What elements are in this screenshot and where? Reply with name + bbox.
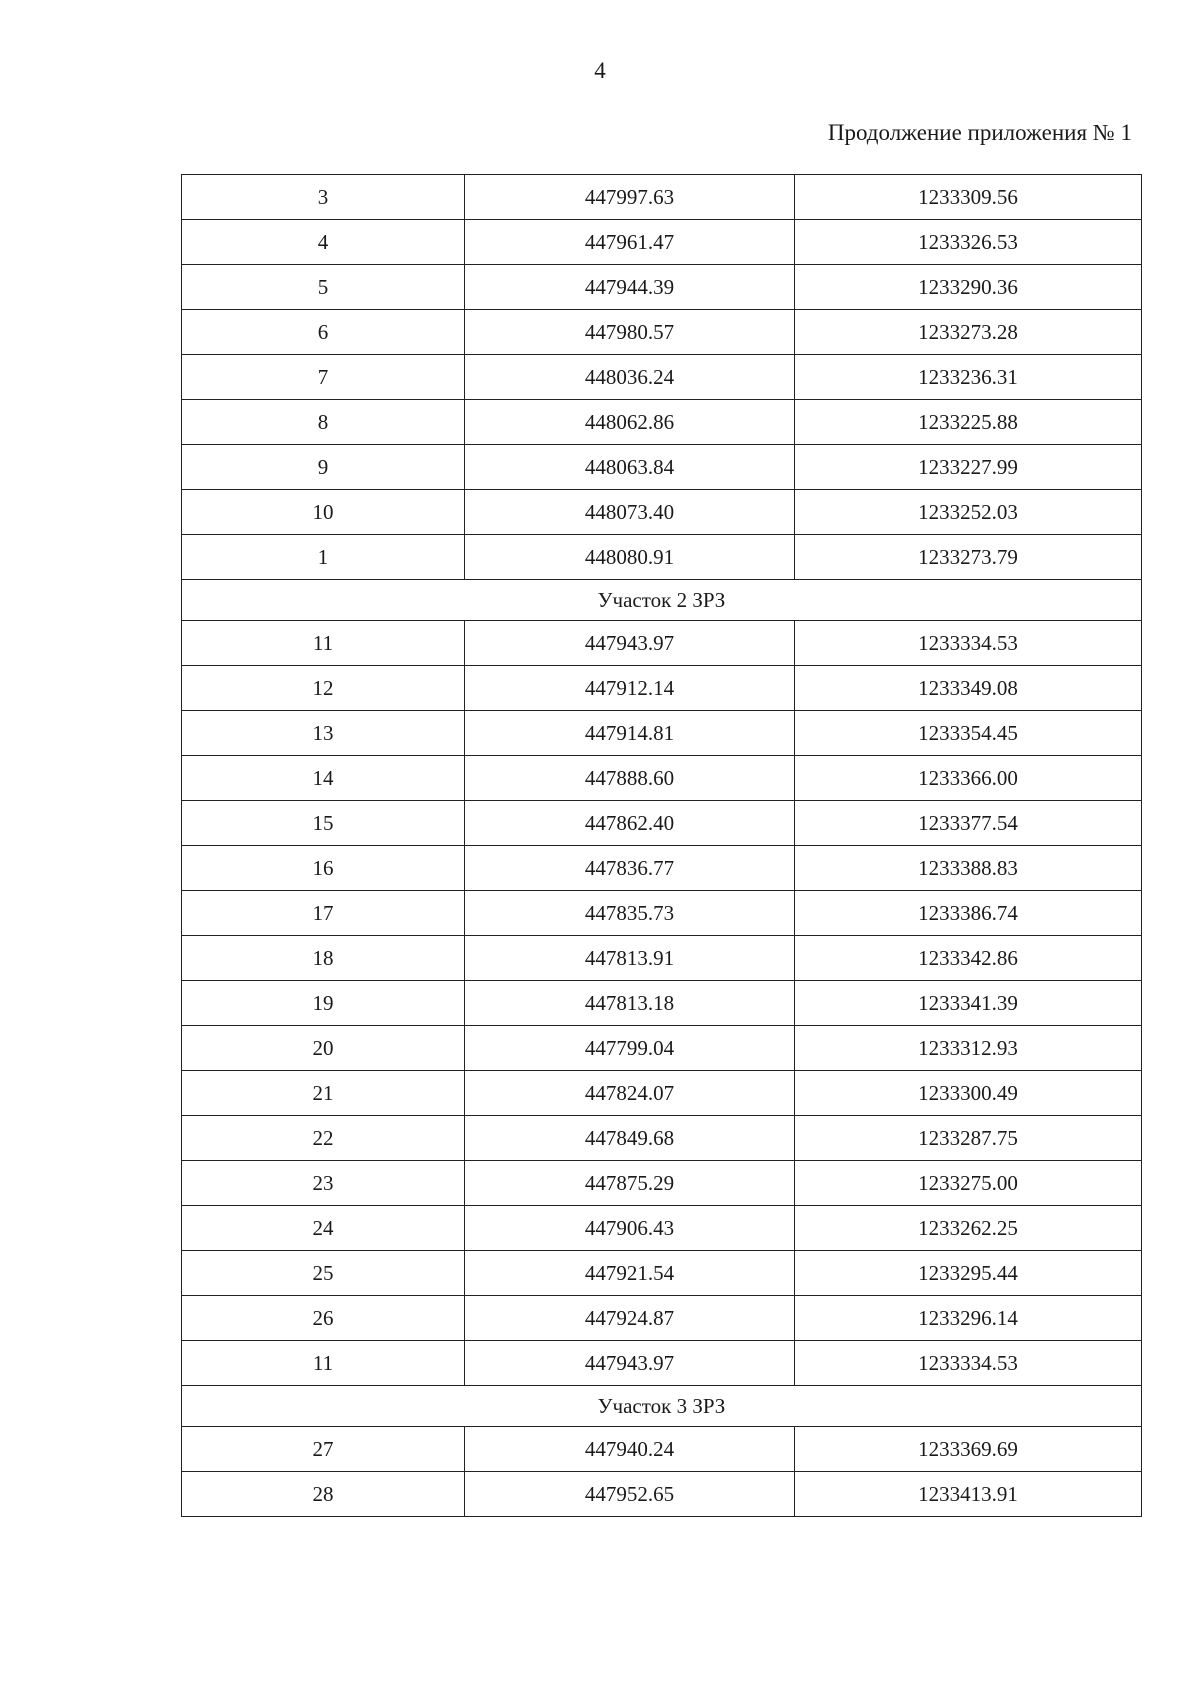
point-number-cell: 24 — [182, 1206, 465, 1251]
x-coordinate-cell: 447835.73 — [465, 891, 795, 936]
table-row — [182, 1472, 1142, 1517]
y-coordinate-cell: 1233275.00 — [795, 1161, 1142, 1206]
point-number-cell: 4 — [182, 220, 465, 265]
point-number-cell: 13 — [182, 711, 465, 756]
x-coordinate-cell: 447912.14 — [465, 666, 795, 711]
y-coordinate-cell: 1233290.36 — [795, 265, 1142, 310]
y-coordinate-cell: 1233386.74 — [795, 891, 1142, 936]
x-coordinate-cell: 447813.91 — [465, 936, 795, 981]
table-row — [182, 220, 1142, 265]
section-header-row — [182, 1386, 1142, 1427]
table-row — [182, 801, 1142, 846]
x-coordinate-cell: 448063.84 — [465, 445, 795, 490]
point-number-cell: 9 — [182, 445, 465, 490]
x-coordinate-cell: 447980.57 — [465, 310, 795, 355]
y-coordinate-cell: 1233354.45 — [795, 711, 1142, 756]
y-coordinate-cell: 1233334.53 — [795, 1341, 1142, 1386]
y-coordinate-cell: 1233252.03 — [795, 490, 1142, 535]
point-number-cell: 15 — [182, 801, 465, 846]
point-number-cell: 11 — [182, 621, 465, 666]
point-number-cell: 7 — [182, 355, 465, 400]
table-row — [182, 666, 1142, 711]
x-coordinate-cell: 447943.97 — [465, 621, 795, 666]
table-row — [182, 1161, 1142, 1206]
x-coordinate-cell: 447799.04 — [465, 1026, 795, 1071]
x-coordinate-cell: 448062.86 — [465, 400, 795, 445]
table-row — [182, 711, 1142, 756]
y-coordinate-cell: 1233287.75 — [795, 1116, 1142, 1161]
point-number-cell: 8 — [182, 400, 465, 445]
continuation-title: Продолжение приложения № 1 — [827, 120, 1132, 145]
table-row — [182, 490, 1142, 535]
table-row — [182, 355, 1142, 400]
x-coordinate-cell: 447906.43 — [465, 1206, 795, 1251]
y-coordinate-cell: 1233341.39 — [795, 981, 1142, 1026]
y-coordinate-cell: 1233326.53 — [795, 220, 1142, 265]
table-row — [182, 535, 1142, 580]
table-row — [182, 621, 1142, 666]
point-number-cell: 22 — [182, 1116, 465, 1161]
y-coordinate-cell: 1233273.79 — [795, 535, 1142, 580]
section-label: Участок 3 ЗРЗ — [182, 1386, 1142, 1427]
x-coordinate-cell: 447849.68 — [465, 1116, 795, 1161]
point-number-cell: 17 — [182, 891, 465, 936]
point-number-cell: 16 — [182, 846, 465, 891]
y-coordinate-cell: 1233413.91 — [795, 1472, 1142, 1517]
point-number-cell: 5 — [182, 265, 465, 310]
x-coordinate-cell: 448036.24 — [465, 355, 795, 400]
page-number: 4 — [594, 58, 606, 83]
table-row — [182, 846, 1142, 891]
x-coordinate-cell: 447875.29 — [465, 1161, 795, 1206]
x-coordinate-cell: 447943.97 — [465, 1341, 795, 1386]
point-number-cell: 6 — [182, 310, 465, 355]
table-row — [182, 445, 1142, 490]
x-coordinate-cell: 447813.18 — [465, 981, 795, 1026]
y-coordinate-cell: 1233369.69 — [795, 1427, 1142, 1472]
coordinates-table-body — [182, 175, 1142, 1517]
x-coordinate-cell: 447924.87 — [465, 1296, 795, 1341]
x-coordinate-cell: 447997.63 — [465, 175, 795, 220]
point-number-cell: 23 — [182, 1161, 465, 1206]
table-row — [182, 1071, 1142, 1116]
y-coordinate-cell: 1233300.49 — [795, 1071, 1142, 1116]
point-number-cell: 3 — [182, 175, 465, 220]
y-coordinate-cell: 1233309.56 — [795, 175, 1142, 220]
y-coordinate-cell: 1233225.88 — [795, 400, 1142, 445]
y-coordinate-cell: 1233312.93 — [795, 1026, 1142, 1071]
table-row — [182, 400, 1142, 445]
point-number-cell: 1 — [182, 535, 465, 580]
x-coordinate-cell: 447921.54 — [465, 1251, 795, 1296]
x-coordinate-cell: 447944.39 — [465, 265, 795, 310]
point-number-cell: 27 — [182, 1427, 465, 1472]
table-row — [182, 891, 1142, 936]
y-coordinate-cell: 1233236.31 — [795, 355, 1142, 400]
point-number-cell: 26 — [182, 1296, 465, 1341]
point-number-cell: 14 — [182, 756, 465, 801]
table-row — [182, 1341, 1142, 1386]
x-coordinate-cell: 447888.60 — [465, 756, 795, 801]
table-row — [182, 1116, 1142, 1161]
x-coordinate-cell: 447961.47 — [465, 220, 795, 265]
section-label: Участок 2 ЗРЗ — [182, 580, 1142, 621]
point-number-cell: 25 — [182, 1251, 465, 1296]
point-number-cell: 28 — [182, 1472, 465, 1517]
point-number-cell: 19 — [182, 981, 465, 1026]
y-coordinate-cell: 1233227.99 — [795, 445, 1142, 490]
x-coordinate-cell: 447952.65 — [465, 1472, 795, 1517]
table-row — [182, 310, 1142, 355]
point-number-cell: 21 — [182, 1071, 465, 1116]
coordinates-table — [181, 174, 1142, 1517]
y-coordinate-cell: 1233262.25 — [795, 1206, 1142, 1251]
y-coordinate-cell: 1233349.08 — [795, 666, 1142, 711]
table-row — [182, 1427, 1142, 1472]
y-coordinate-cell: 1233296.14 — [795, 1296, 1142, 1341]
y-coordinate-cell: 1233295.44 — [795, 1251, 1142, 1296]
y-coordinate-cell: 1233366.00 — [795, 756, 1142, 801]
y-coordinate-cell: 1233342.86 — [795, 936, 1142, 981]
x-coordinate-cell: 447914.81 — [465, 711, 795, 756]
x-coordinate-cell: 448080.91 — [465, 535, 795, 580]
table-row — [182, 1296, 1142, 1341]
table-row — [182, 1206, 1142, 1251]
point-number-cell: 11 — [182, 1341, 465, 1386]
y-coordinate-cell: 1233377.54 — [795, 801, 1142, 846]
point-number-cell: 18 — [182, 936, 465, 981]
point-number-cell: 10 — [182, 490, 465, 535]
table-row — [182, 936, 1142, 981]
y-coordinate-cell: 1233334.53 — [795, 621, 1142, 666]
y-coordinate-cell: 1233273.28 — [795, 310, 1142, 355]
y-coordinate-cell: 1233388.83 — [795, 846, 1142, 891]
table-row — [182, 265, 1142, 310]
x-coordinate-cell: 447862.40 — [465, 801, 795, 846]
x-coordinate-cell: 447836.77 — [465, 846, 795, 891]
x-coordinate-cell: 448073.40 — [465, 490, 795, 535]
table-row — [182, 981, 1142, 1026]
section-header-row — [182, 580, 1142, 621]
table-row — [182, 1026, 1142, 1071]
point-number-cell: 20 — [182, 1026, 465, 1071]
x-coordinate-cell: 447824.07 — [465, 1071, 795, 1116]
point-number-cell: 12 — [182, 666, 465, 711]
x-coordinate-cell: 447940.24 — [465, 1427, 795, 1472]
table-row — [182, 175, 1142, 220]
table-row — [182, 1251, 1142, 1296]
table-row — [182, 756, 1142, 801]
